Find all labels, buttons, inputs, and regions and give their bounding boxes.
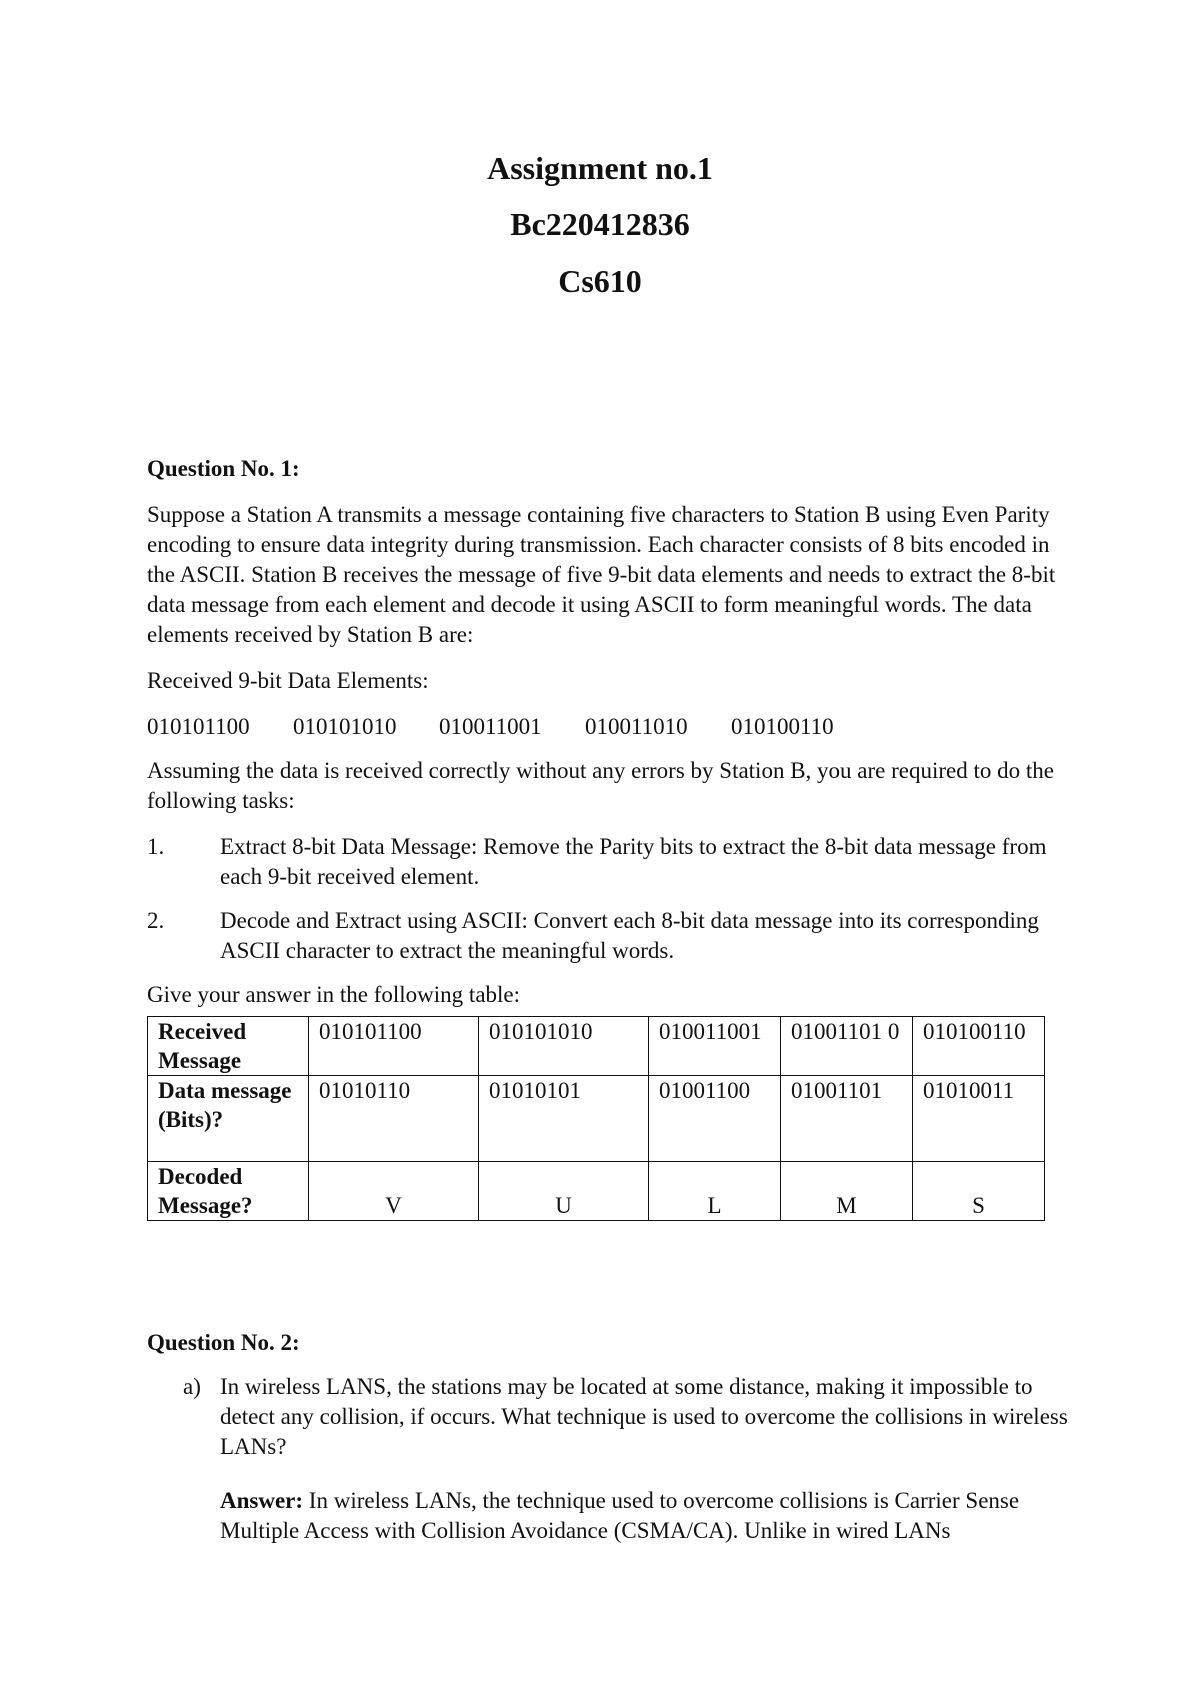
table-row <box>148 1076 1045 1162</box>
received-bits-item: 010101010 <box>293 714 397 739</box>
table-cell: 01001101 <box>781 1076 913 1162</box>
table-cell: 01001101 0 <box>781 1017 913 1076</box>
received-label: Received 9-bit Data Elements: <box>147 668 429 693</box>
row-label: Decoded Message? <box>148 1162 309 1221</box>
table-cell: S <box>913 1162 1045 1221</box>
task-item <box>147 832 1077 892</box>
table-row <box>148 1017 1045 1076</box>
table-cell: 010100110 <box>913 1017 1045 1076</box>
answer-block <box>220 1486 1077 1546</box>
answer-table <box>147 1016 1045 1221</box>
table-cell: 01010110 <box>309 1076 479 1162</box>
answer-text: In wireless LANs, the technique used to overcome collisions is Carrier Sense Multiple Access with Collision Avoidance (CSMA/CA). Unlike in wired LANs <box>220 1488 1020 1543</box>
row-label: Received Message <box>148 1017 309 1076</box>
question-1-section <box>147 454 1077 1221</box>
received-bits-item: 010101100 <box>147 714 250 739</box>
task-number: 2. <box>147 908 165 933</box>
table-cell: 01010101 <box>479 1076 649 1162</box>
assignment-title: Assignment no.1 <box>487 150 713 186</box>
table-cell: M <box>781 1162 913 1221</box>
question-1-heading: Question No. 1: <box>147 456 300 481</box>
table-cell: 01010011 <box>913 1076 1045 1162</box>
received-bits-item: 010100110 <box>731 714 834 739</box>
task-number: 1. <box>147 834 165 859</box>
received-bits-item: 010011001 <box>439 714 542 739</box>
part-a-text: In wireless LANS, the stations may be located at some distance, making it impossible to detect any collision, if occurs. What technique is used to overcome the collisions in wireless LANs? <box>220 1374 1068 1459</box>
table-cell: 010101100 <box>309 1017 479 1076</box>
task-item <box>147 906 1077 966</box>
task-text: Extract 8-bit Data Message: Remove the Parity bits to extract the 8-bit data message from each 9-bit received element. <box>220 834 1047 889</box>
assumption-text: Assuming the data is received correctly without any errors by Station B, you are required to do the following tasks: <box>147 758 1054 813</box>
question-2-section <box>147 1328 1077 1546</box>
received-bits-list <box>147 712 1077 742</box>
student-id: Bc220412836 <box>510 206 690 242</box>
table-cell: U <box>479 1162 649 1221</box>
task-text: Decode and Extract using ASCII: Convert each 8-bit data message into its corresponding ASCII character to extract the meaningful words. <box>220 908 1039 963</box>
received-bits-item: 010011010 <box>585 714 688 739</box>
table-intro: Give your answer in the following table: <box>147 982 521 1007</box>
table-cell: V <box>309 1162 479 1221</box>
table-row <box>148 1162 1045 1221</box>
question-1-intro: Suppose a Station A transmits a message containing five characters to Station B using Even Parity encoding to ensure data integrity during transmission. Each character consists of 8 bits encoded in the ASCII. Station B receives the message of five 9-bit data elements and needs to extract the 8-bit data message from each element and decode it using ASCII to form meaningful words. The data elements received by Station B are: <box>147 502 1056 647</box>
course-code: Cs610 <box>558 263 642 299</box>
table-cell: L <box>649 1162 781 1221</box>
table-cell: 01001100 <box>649 1076 781 1162</box>
row-label: Data message (Bits)? <box>148 1076 309 1162</box>
question-2-part-a <box>183 1372 1077 1462</box>
table-cell: 010011001 <box>649 1017 781 1076</box>
table-cell: 010101010 <box>479 1017 649 1076</box>
question-2-heading: Question No. 2: <box>147 1330 300 1355</box>
part-a-label: a) <box>183 1374 201 1399</box>
answer-label: Answer: <box>220 1488 304 1513</box>
